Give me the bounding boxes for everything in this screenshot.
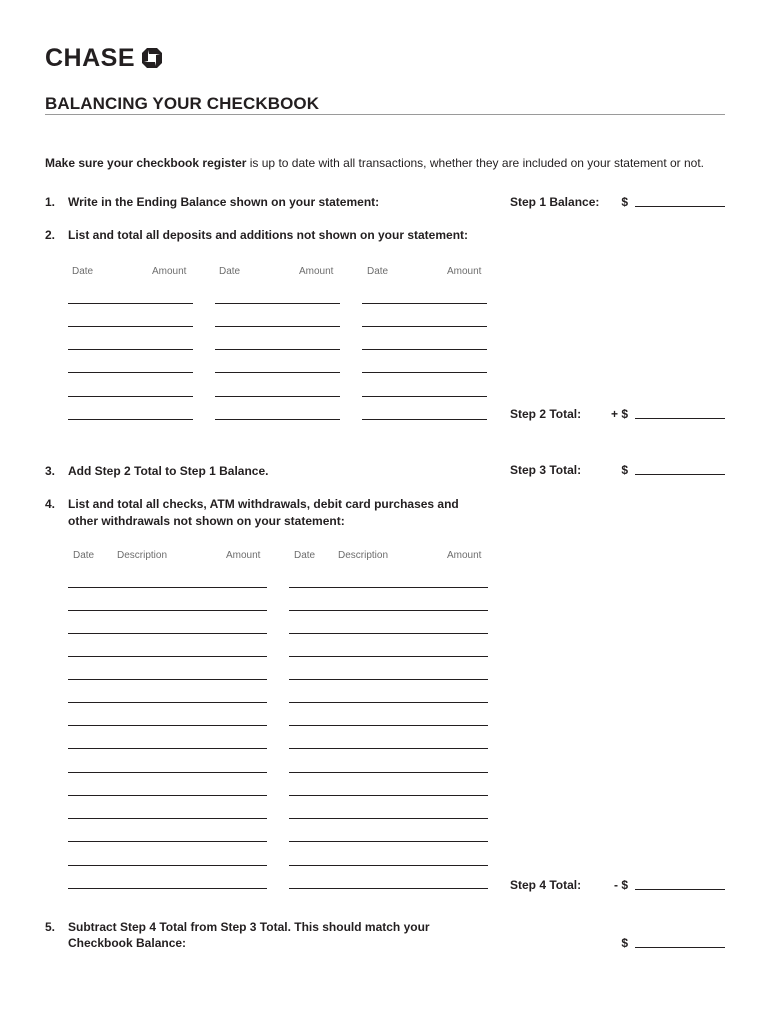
step2-entry-line[interactable] <box>68 372 193 373</box>
step1-label: Step 1 Balance: <box>510 195 600 209</box>
intro-text <box>45 156 704 170</box>
step2-entry-line[interactable] <box>215 372 340 373</box>
step4-entry-line[interactable] <box>68 888 267 889</box>
step2-entry-line[interactable] <box>215 303 340 304</box>
step4-entry-line[interactable] <box>68 841 267 842</box>
chase-octagon-icon <box>141 47 163 69</box>
step4-entry-line[interactable] <box>68 679 267 680</box>
step2-entry-line[interactable] <box>215 396 340 397</box>
step2-col1-date: Date <box>72 266 94 277</box>
step4-number: 4. <box>45 497 56 511</box>
step4-entry-line[interactable] <box>289 725 488 726</box>
step2-entry-line[interactable] <box>362 396 487 397</box>
step4-col2-amount: Amount <box>447 550 482 561</box>
step4-text-line1: List and total all checks, ATM withdrawals, debit card purchases and <box>68 497 459 511</box>
step1-balance-field[interactable] <box>635 206 725 207</box>
step4-entry-line[interactable] <box>289 587 488 588</box>
step4-entry-line[interactable] <box>289 656 488 657</box>
step4-entry-line[interactable] <box>68 795 267 796</box>
step2-col1-amount: Amount <box>152 266 187 277</box>
step1-number: 1. <box>45 195 56 209</box>
step2-entry-line[interactable] <box>68 303 193 304</box>
step4-entry-line[interactable] <box>289 818 488 819</box>
step2-entry-line[interactable] <box>215 349 340 350</box>
step2-entry-line[interactable] <box>215 326 340 327</box>
step2-entry-line[interactable] <box>362 372 487 373</box>
step4-entry-line[interactable] <box>289 679 488 680</box>
step4-entry-line[interactable] <box>289 888 488 889</box>
step2-text: List and total all deposits and additions not shown on your statement: <box>68 228 469 242</box>
step2-entry-line[interactable] <box>362 326 487 327</box>
chase-logo <box>45 44 163 72</box>
step2-col2-amount: Amount <box>299 266 334 277</box>
step2-col3-amount: Amount <box>447 266 482 277</box>
step4-entry-line[interactable] <box>289 748 488 749</box>
step1-sign: $ <box>621 195 628 209</box>
step4-col1-amount: Amount <box>226 550 261 561</box>
brand-name: CHASE <box>45 44 136 72</box>
step2-col3-date: Date <box>367 266 389 277</box>
step4-entry-line[interactable] <box>68 610 267 611</box>
step4-entry-line[interactable] <box>68 633 267 634</box>
step1-text: Write in the Ending Balance shown on your statement: <box>68 195 380 209</box>
step4-entry-line[interactable] <box>289 610 488 611</box>
step2-entry-line[interactable] <box>362 349 487 350</box>
step2-entry-line[interactable] <box>68 326 193 327</box>
step4-entry-line[interactable] <box>68 656 267 657</box>
step4-entry-line[interactable] <box>68 818 267 819</box>
step5-text-line2: Checkbook Balance: <box>68 936 187 950</box>
step4-entry-line[interactable] <box>68 702 267 703</box>
intro-bold: Make sure your checkbook register <box>45 156 247 170</box>
step2-sign: + $ <box>610 407 628 421</box>
step4-sign: - $ <box>613 878 628 892</box>
step5-number: 5. <box>45 920 56 934</box>
step4-entry-line[interactable] <box>68 748 267 749</box>
step2-col2-date: Date <box>219 266 241 277</box>
step2-entry-line[interactable] <box>68 419 193 420</box>
step3-text: Add Step 2 Total to Step 1 Balance. <box>68 464 269 478</box>
step4-entry-line[interactable] <box>289 633 488 634</box>
step2-entry-line[interactable] <box>215 419 340 420</box>
step4-entry-line[interactable] <box>289 865 488 866</box>
step4-entry-line[interactable] <box>289 702 488 703</box>
step4-col2-description: Description <box>338 550 389 561</box>
step2-number: 2. <box>45 228 56 242</box>
title-divider <box>45 114 725 115</box>
step3-sign: $ <box>621 463 628 477</box>
step5-sign: $ <box>621 936 628 950</box>
step4-text-line2: other withdrawals not shown on your statement: <box>68 514 345 528</box>
step4-entry-line[interactable] <box>289 772 488 773</box>
step2-entry-line[interactable] <box>68 349 193 350</box>
step4-label: Step 4 Total: <box>510 878 582 892</box>
step2-total-field[interactable] <box>635 418 725 419</box>
checkbook-balance-field[interactable] <box>635 947 725 948</box>
step4-entry-line[interactable] <box>289 841 488 842</box>
step4-col1-description: Description <box>117 550 168 561</box>
step4-entry-line[interactable] <box>68 772 267 773</box>
step4-col2-date: Date <box>294 550 316 561</box>
step4-entry-line[interactable] <box>68 865 267 866</box>
step4-total-field[interactable] <box>635 889 725 890</box>
step2-entry-line[interactable] <box>362 419 487 420</box>
step4-col1-date: Date <box>73 550 95 561</box>
step5-text-line1: Subtract Step 4 Total from Step 3 Total. This should match your <box>68 920 430 934</box>
intro-rest: is up to date with all transactions, whether they are included on your statement or not. <box>246 156 705 170</box>
step3-label: Step 3 Total: <box>510 463 582 477</box>
step2-entry-line[interactable] <box>68 396 193 397</box>
step4-entry-line[interactable] <box>68 587 267 588</box>
page-title: BALANCING YOUR CHECKBOOK <box>45 94 320 113</box>
step2-label: Step 2 Total: <box>510 407 582 421</box>
step2-entry-line[interactable] <box>362 303 487 304</box>
step4-entry-line[interactable] <box>68 725 267 726</box>
step3-number: 3. <box>45 464 56 478</box>
step4-entry-line[interactable] <box>289 795 488 796</box>
step3-total-field[interactable] <box>635 474 725 475</box>
